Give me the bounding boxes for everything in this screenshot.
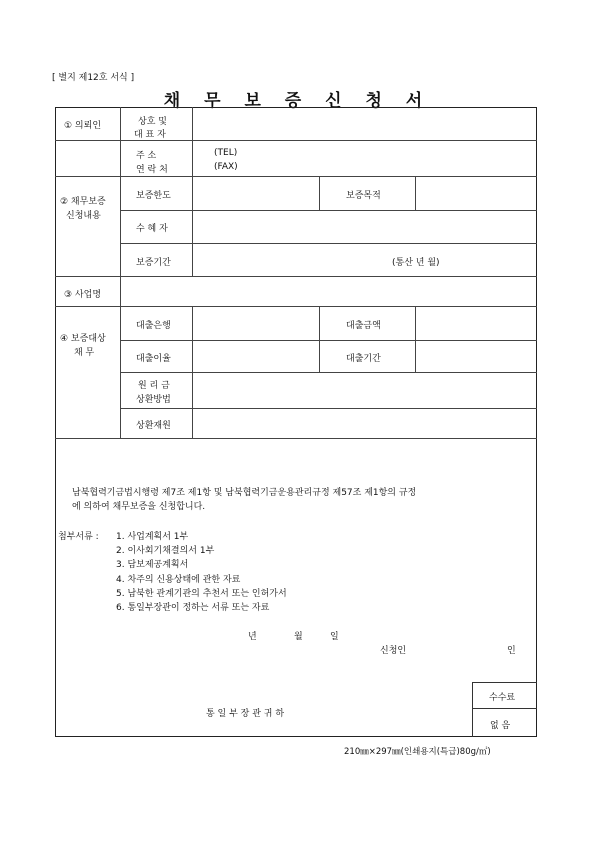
loan-bank-label: 대출은행: [136, 321, 171, 331]
debt-section-label-2: 채 무: [74, 348, 95, 358]
column-divider: [319, 306, 320, 372]
guarantee-section-label-2: 신청내용: [66, 211, 101, 221]
date-year: 년: [248, 632, 257, 642]
debt-section-label: ④ 보증대상: [60, 334, 106, 344]
attachment-item: 6. 통일부장관이 정하는 서류 또는 자료: [116, 603, 270, 613]
attachment-item: 3. 담보제공계획서: [116, 560, 189, 570]
statement-line-2: 에 의하여 채무보증을 신청합니다.: [72, 502, 206, 512]
row-divider: [120, 243, 537, 244]
fax-label: (FAX): [214, 162, 238, 172]
column-divider: [319, 176, 320, 210]
form-number: [ 별지 제12호 서식 ]: [52, 73, 135, 83]
date-month: 월: [294, 632, 303, 642]
row-divider: [55, 140, 537, 141]
attachment-item: 5. 남북한 관계기관의 추천서 또는 인허가서: [116, 589, 287, 599]
contact-label: 연 락 처: [136, 165, 168, 175]
guarantee-period-label: 보증기간: [136, 258, 171, 268]
date-day: 일: [330, 632, 339, 642]
loan-term-label: 대출기간: [346, 354, 381, 364]
row-divider: [120, 340, 537, 341]
fee-label: 수수료: [489, 693, 516, 703]
fee-value: 없 음: [490, 721, 511, 731]
column-divider: [415, 306, 416, 372]
form-frame: [55, 107, 537, 737]
row-divider: [120, 210, 537, 211]
row-divider: [120, 372, 537, 373]
repay-method-label: 원 리 금: [138, 381, 170, 391]
column-divider: [415, 176, 416, 210]
row-divider: [55, 306, 537, 307]
applicant-section-label: ① 의뢰인: [64, 121, 102, 131]
repay-source-label: 상환재원: [136, 421, 171, 431]
applicant-signature-label: 신청인: [380, 646, 407, 656]
guarantee-period-total: (통산 년 월): [392, 258, 440, 268]
column-divider: [192, 107, 193, 276]
guarantee-purpose-label: 보증목적: [346, 191, 381, 201]
beneficiary-label: 수 혜 자: [136, 224, 168, 234]
row-divider: [55, 176, 120, 177]
tel-label: (TEL): [214, 148, 238, 158]
page-title: 채 무 보 증 신 청 서: [163, 91, 432, 111]
project-section-label: ③ 사업명: [64, 290, 102, 300]
attachment-item: 2. 이사회기채결의서 1부: [116, 546, 215, 556]
row-divider: [55, 276, 537, 277]
attachment-item: 4. 차주의 신용상태에 관한 자료: [116, 575, 241, 585]
loan-rate-label: 대출이율: [136, 354, 171, 364]
paper-spec: 210㎜×297㎜(인쇄용지(특급)80g/㎡): [344, 747, 491, 757]
guarantee-section-label: ② 채무보증: [60, 197, 106, 207]
repay-method-label-2: 상환방법: [136, 395, 171, 405]
company-label: 상호 및: [138, 117, 167, 127]
loan-amount-label: 대출금액: [346, 321, 381, 331]
statement-line-1: 남북협력기금법시행령 제7조 제1항 및 남북협력기금운용관리규정 제57조 제1항의 규정: [72, 488, 417, 498]
seal-mark: 인: [507, 646, 516, 656]
addressee: 통 일 부 장 관 귀 하: [206, 709, 285, 719]
attachments-label: 첨부서류 :: [58, 532, 99, 542]
fee-box-divider: [472, 708, 537, 709]
address-label: 주 소: [136, 151, 157, 161]
representative-label: 대 표 자: [134, 130, 166, 140]
row-divider: [55, 438, 537, 439]
attachment-item: 1. 사업계획서 1부: [116, 532, 189, 542]
row-divider: [120, 176, 537, 177]
guarantee-limit-label: 보증한도: [136, 191, 171, 201]
column-divider: [192, 306, 193, 438]
row-divider: [120, 408, 537, 409]
column-divider: [120, 107, 121, 438]
